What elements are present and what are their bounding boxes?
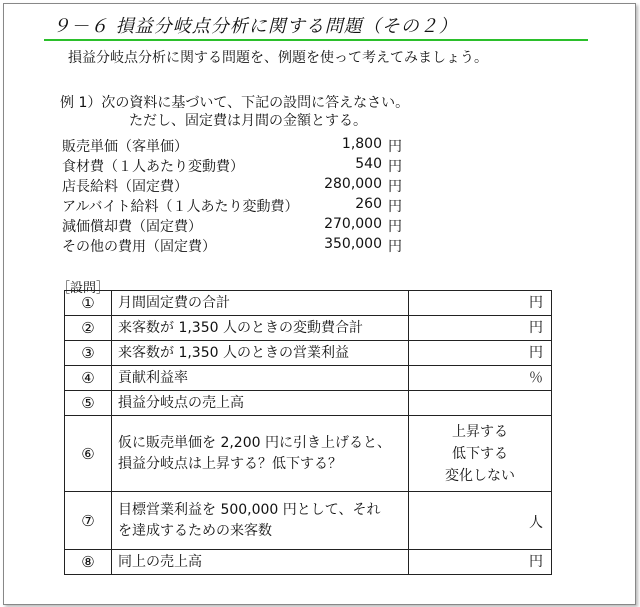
question-row: [65, 492, 552, 550]
example-line-1: 例 1）次の資料に基づいて、下記の設問に答えなさい。: [60, 95, 410, 111]
title-underline: [44, 39, 588, 41]
data-row: [62, 156, 402, 176]
question-number: ⑧: [65, 550, 112, 575]
data-row: [62, 176, 402, 196]
question-number: ③: [65, 341, 112, 366]
question-text: 来客数が 1,350 人のときの営業利益: [112, 341, 409, 366]
page-title: ９－６ 損益分岐点分析に関する問題（その２）: [52, 16, 458, 37]
question-number: ②: [65, 316, 112, 341]
question-text: 月間固定費の合計: [112, 291, 409, 316]
question-number: ④: [65, 366, 112, 391]
question-row: [65, 391, 552, 416]
question-text-line: を達成するための来客数: [118, 522, 272, 539]
question-text-line: 損益分岐点は上昇する？低下する？: [118, 455, 342, 472]
data-label: 店長給料（固定費）: [62, 179, 188, 195]
answer-cell[interactable]: [409, 366, 552, 391]
question-text: [112, 492, 409, 550]
data-value: 280,000: [324, 176, 382, 192]
answer-unit: 円: [529, 295, 543, 311]
data-unit: 円: [388, 199, 402, 215]
question-text-line: 仮に販売単価を 2,200 円に引き上げると、: [118, 434, 391, 451]
answer-cell[interactable]: [409, 291, 552, 316]
data-row: [62, 216, 402, 236]
choice-rise[interactable]: 上昇する: [452, 423, 508, 440]
data-value: 540: [355, 156, 382, 172]
data-value: 270,000: [324, 216, 382, 232]
question-row: [65, 366, 552, 391]
questions-table: [64, 290, 552, 575]
question-row: [65, 550, 552, 575]
question-row: [65, 341, 552, 366]
data-label: 食材費（１人あたり変動費）: [62, 159, 244, 175]
intro-text: 損益分岐点分析に関する問題を、例題を使って考えてみましょう。: [68, 50, 488, 66]
choice-unchanged[interactable]: 変化しない: [445, 467, 515, 484]
example-line-2: ただし、固定費は月間の金額とする。: [129, 113, 367, 129]
data-value: 350,000: [324, 236, 382, 252]
question-text: 貢献利益率: [112, 366, 409, 391]
data-unit: 円: [388, 239, 402, 255]
data-list: [62, 136, 402, 256]
answer-unit: ％: [529, 370, 543, 386]
questions-heading: ［設問］: [57, 281, 110, 296]
question-text-line: 目標営業利益を 500,000 円として、それ: [118, 501, 381, 518]
question-number: ⑤: [65, 391, 112, 416]
question-row: [65, 291, 552, 316]
choice-fall[interactable]: 低下する: [452, 445, 508, 462]
question-text: 来客数が 1,350 人のときの変動費合計: [112, 316, 409, 341]
answer-cell[interactable]: [409, 341, 552, 366]
data-label: その他の費用（固定費）: [62, 239, 216, 255]
data-label: 減価償却費（固定費）: [62, 219, 202, 235]
question-text: [112, 416, 409, 492]
answer-unit: 円: [529, 554, 543, 570]
answer-cell[interactable]: [409, 391, 552, 416]
question-number: ⑦: [65, 492, 112, 550]
data-unit: 円: [388, 179, 402, 195]
question-number: ①: [65, 291, 112, 316]
data-value: 260: [355, 196, 382, 212]
answer-cell[interactable]: [409, 316, 552, 341]
answer-choices: [409, 416, 552, 492]
answer-unit: 円: [529, 320, 543, 336]
data-unit: 円: [388, 159, 402, 175]
data-value: 1,800: [341, 136, 382, 152]
answer-unit: 人: [529, 515, 543, 531]
question-number: ⑥: [65, 416, 112, 492]
question-row: [65, 416, 552, 492]
data-unit: 円: [388, 219, 402, 235]
data-unit: 円: [388, 139, 402, 155]
question-text: 同上の売上高: [112, 550, 409, 575]
data-row: [62, 236, 402, 256]
answer-cell[interactable]: [409, 550, 552, 575]
data-label: 販売単価（客単価）: [62, 139, 188, 155]
question-text: 損益分岐点の売上高: [112, 391, 409, 416]
data-row: [62, 136, 402, 156]
data-label: アルバイト給料（１人あたり変動費）: [62, 199, 299, 215]
answer-cell[interactable]: [409, 492, 552, 550]
data-row: [62, 196, 402, 216]
answer-unit: 円: [529, 345, 543, 361]
question-row: [65, 316, 552, 341]
